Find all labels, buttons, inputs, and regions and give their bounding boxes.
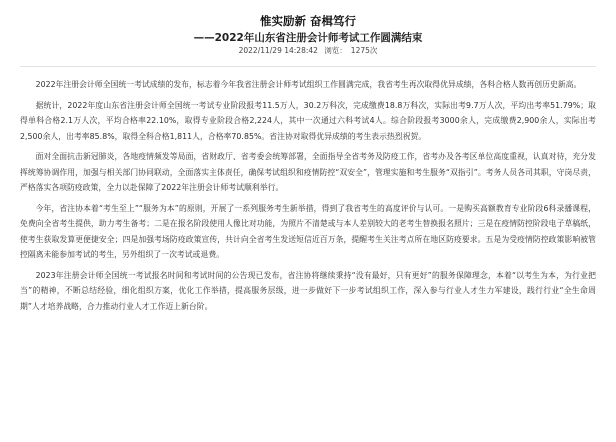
article-paragraph-2: 据统计，2022年度山东省注册会计师全国统一考试专业阶段报考11.5万人，30.2万科次，完成缴费18.8万科次，实际出考9.7万人次，平均出考率51.79%；取得单科合格2.1万人次，平均合格率22.10%，取得专业阶段合格2,224人，其中一次通过六科考试4人。综合阶段报考3000余人，完成缴费2,900余人，实际出考2,500余人，出考率85.8%，取得全科合格1,811人，合格率70.85%。省注协对取得优异成绩的考生表示热烈祝贺。 [20, 100, 596, 141]
publish-date: 2022/11/29 14:28:42 [238, 46, 318, 55]
article-paragraph-3: 面对全面抗击新冠肺炎，各地疫情频发等局面，省财政厅、省考委会统筹部署，全面指导全省考务及防疫工作，省考办及各考区单位高度重视，认真对待，充分发挥统筹协调作用，加强与相关部门协同联动，全面落实主体责任，确保考试组织和疫情防控“双安全”，管理实施和考生服务“双指引”。考务人员各司其职，守岗尽责，严格落实各项防疫政策，全力以赴保障了2022年注册会计师考试顺利举行。 [20, 152, 596, 192]
article-header [20, 14, 596, 56]
article-paragraph-4: 今年，省注协本着“考生至上”“服务为本”的原则，开展了一系列服务考生新举措，得到了我省考生的高度评价与认可。一是购买高额教育专业阶段6科录播课程，免费向全省考生提供，助力考生备考；二是在报名阶段使用人像比对功能，为照片不清楚或与本人差别较大的老考生替换报名照片；三是在疫情防控阶段电子草稿纸，使考生获取发算更便捷安全；四是加强考场防疫政策宣传，共计向全省考生发送短信近百万条，提醒考生关注考点所在地区防疫要求。五是为受疫情防控政策影响被管控隔离未能参加考试的考生，另外组织了一次考试或退费。 [20, 203, 596, 259]
article-title: 惟实励新 奋楫笃行 [259, 14, 356, 28]
article-subtitle: ——2022年山东省注册会计师考试工作圆满结束 [193, 32, 423, 44]
view-count [324, 46, 377, 55]
header-divider [20, 66, 596, 67]
views-label: 浏览： [324, 46, 347, 55]
article-paragraph-1: 2022年注册会计师全国统一考试成绩的发布，标志着今年我省注册会计师考试组织工作圆满完成，我省考生再次取得优异成绩，各科合格人数再创历史新高。 [35, 80, 582, 89]
article-meta [20, 46, 596, 56]
views-number: 1275次 [350, 46, 378, 55]
article-paragraph-5: 2023年注册会计师全国统一考试报名时间和考试时间的公告现已发布，省注协将继续秉持“没有最好，只有更好”的服务保障理念，本着“以考生为本，为行业把当”的精神，不断总结经验，细化组织方案，优化工作举措，提高服务层级，进一步做好下一步考试组织工作，深入参与行业人才生力军建设，践行行业“全生命周期”人才培养战略，合力推动行业人才工作迈上新台阶。 [20, 270, 596, 311]
article-body [20, 77, 596, 314]
